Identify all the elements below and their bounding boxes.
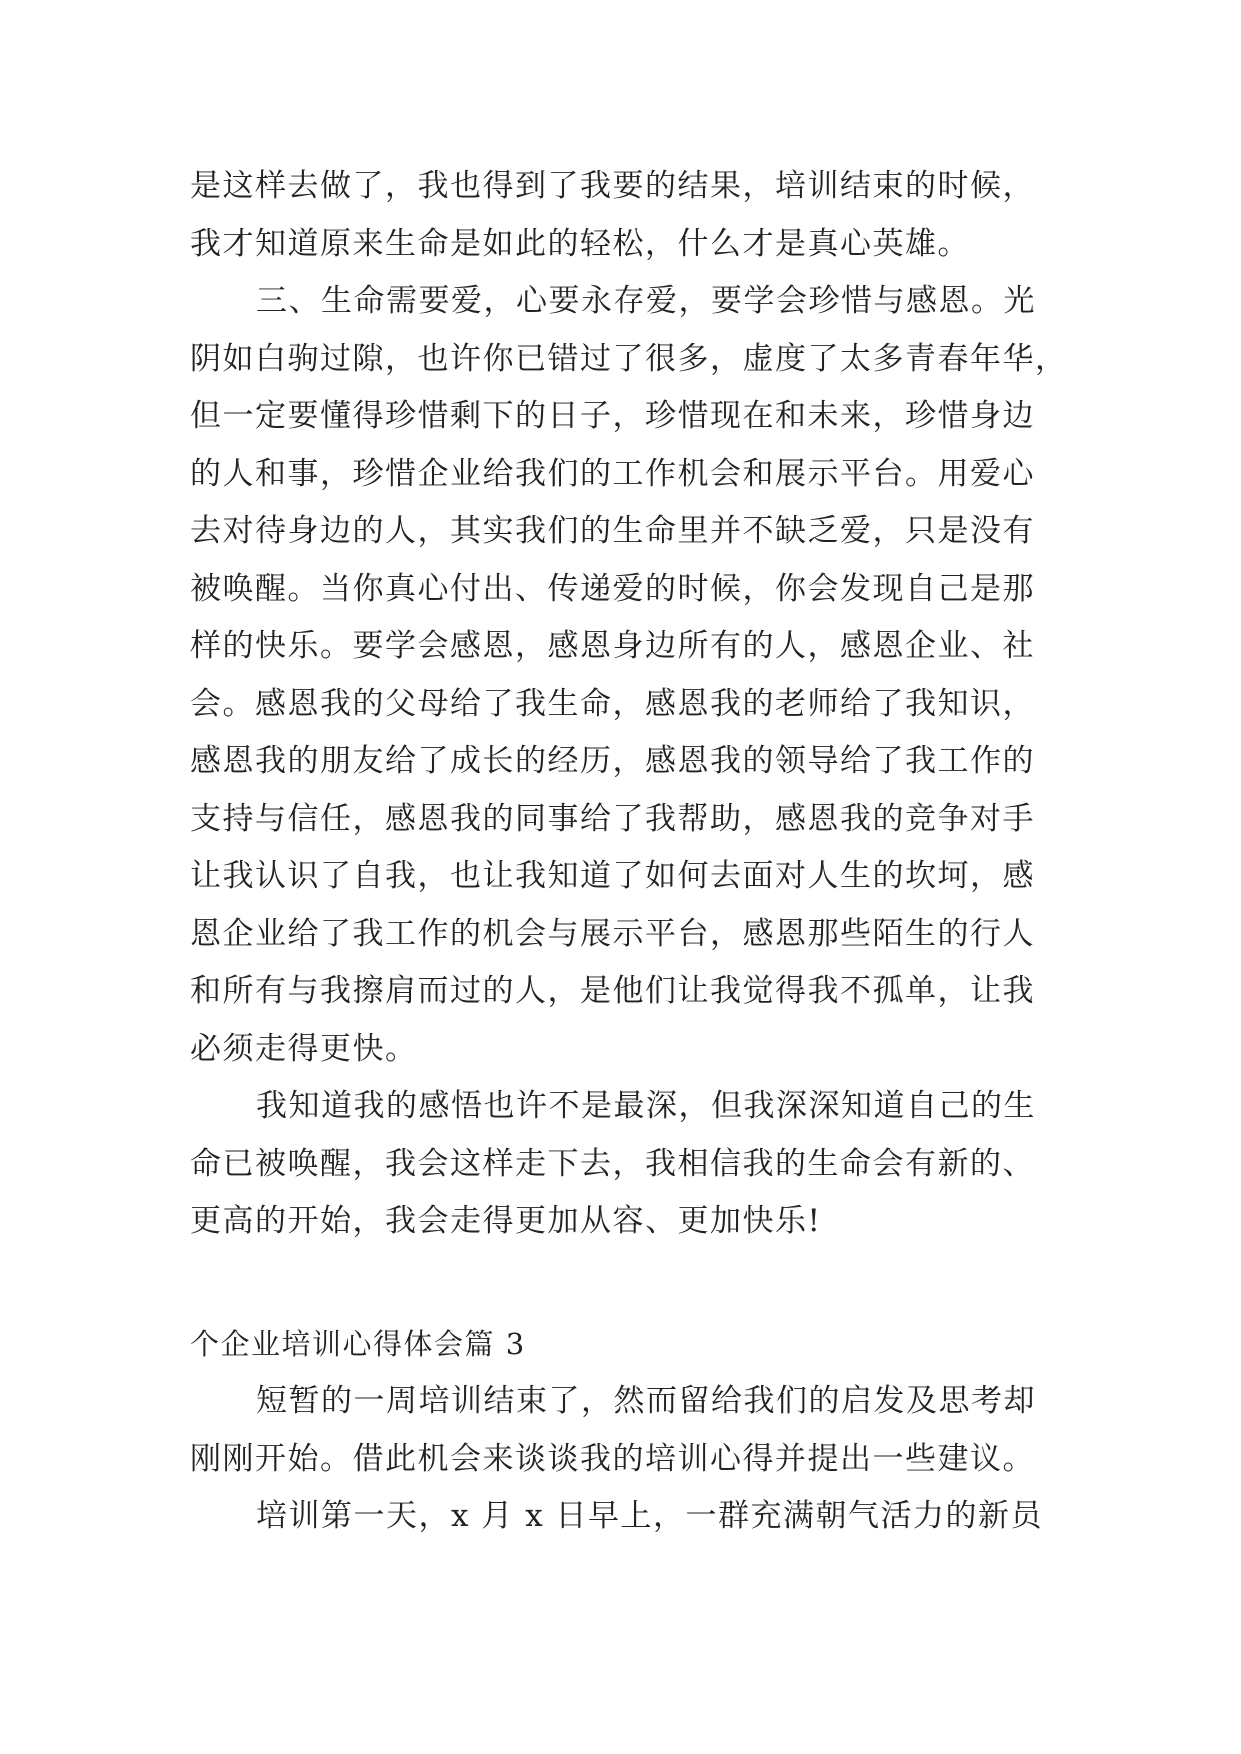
text-line: 但一定要懂得珍惜剩下的日子，珍惜现在和未来，珍惜身边	[190, 398, 1035, 434]
text-line: 阴如白驹过隙，也许你已错过了很多，虚度了太多青春年华，	[190, 340, 1068, 377]
text-line: 样的快乐。要学会感恩，感恩身边所有的人，感恩企业、社	[190, 628, 1035, 664]
paragraph-start-line: 短暂的一周培训结束了，然而留给我们的启发及思考却	[256, 1383, 1036, 1419]
section-heading: 个企业培训心得体会篇 3	[190, 1327, 526, 1361]
body-text-block-2	[190, 1373, 1070, 1546]
paragraph-start-line: 我知道我的感悟也许不是最深，但我深深知道自己的生	[256, 1088, 1036, 1124]
text-line: 是这样去做了，我也得到了我要的结果，培训结束的时候，	[190, 168, 1035, 204]
text-line: 我才知道原来生命是如此的轻松，什么才是真心英雄。	[190, 225, 970, 262]
text-line: 支持与信任，感恩我的同事给了我帮助，感恩我的竞争对手	[190, 800, 1035, 837]
text-line: 命已被唤醒，我会这样走下去，我相信我的生命会有新的、	[190, 1145, 1035, 1182]
paragraph-start-line: 培训第一天，x 月 x 日早上，一群充满朝气活力的新员	[256, 1498, 1044, 1534]
text-line: 刚刚开始。借此机会来谈谈我的培训心得并提出一些建议。	[190, 1440, 1035, 1477]
text-line: 会。感恩我的父母给了我生命，感恩我的老师给了我知识，	[190, 685, 1035, 722]
text-line: 被唤醒。当你真心付出、传递爱的时候，你会发现自己是那	[190, 570, 1035, 607]
text-line: 让我认识了自我，也让我知道了如何去面对人生的坎坷，感	[190, 858, 1035, 894]
text-line: 恩企业给了我工作的机会与展示平台，感恩那些陌生的行人	[190, 915, 1035, 952]
text-line: 必须走得更快。	[190, 1030, 418, 1067]
text-line: 去对待身边的人，其实我们的生命里并不缺乏爱，只是没有	[190, 513, 1035, 549]
paragraph-start-line: 三、生命需要爱，心要永存爱，要学会珍惜与感恩。光	[256, 283, 1036, 319]
body-text-block-1	[190, 158, 1070, 1251]
text-line: 更高的开始，我会走得更加从容、更加快乐!	[190, 1203, 822, 1239]
text-line: 感恩我的朋友给了成长的经历，感恩我的领导给了我工作的	[190, 743, 1035, 779]
text-line: 的人和事，珍惜企业给我们的工作机会和展示平台。用爱心	[190, 455, 1035, 492]
text-line: 和所有与我擦肩而过的人，是他们让我觉得我不孤单，让我	[190, 973, 1035, 1009]
